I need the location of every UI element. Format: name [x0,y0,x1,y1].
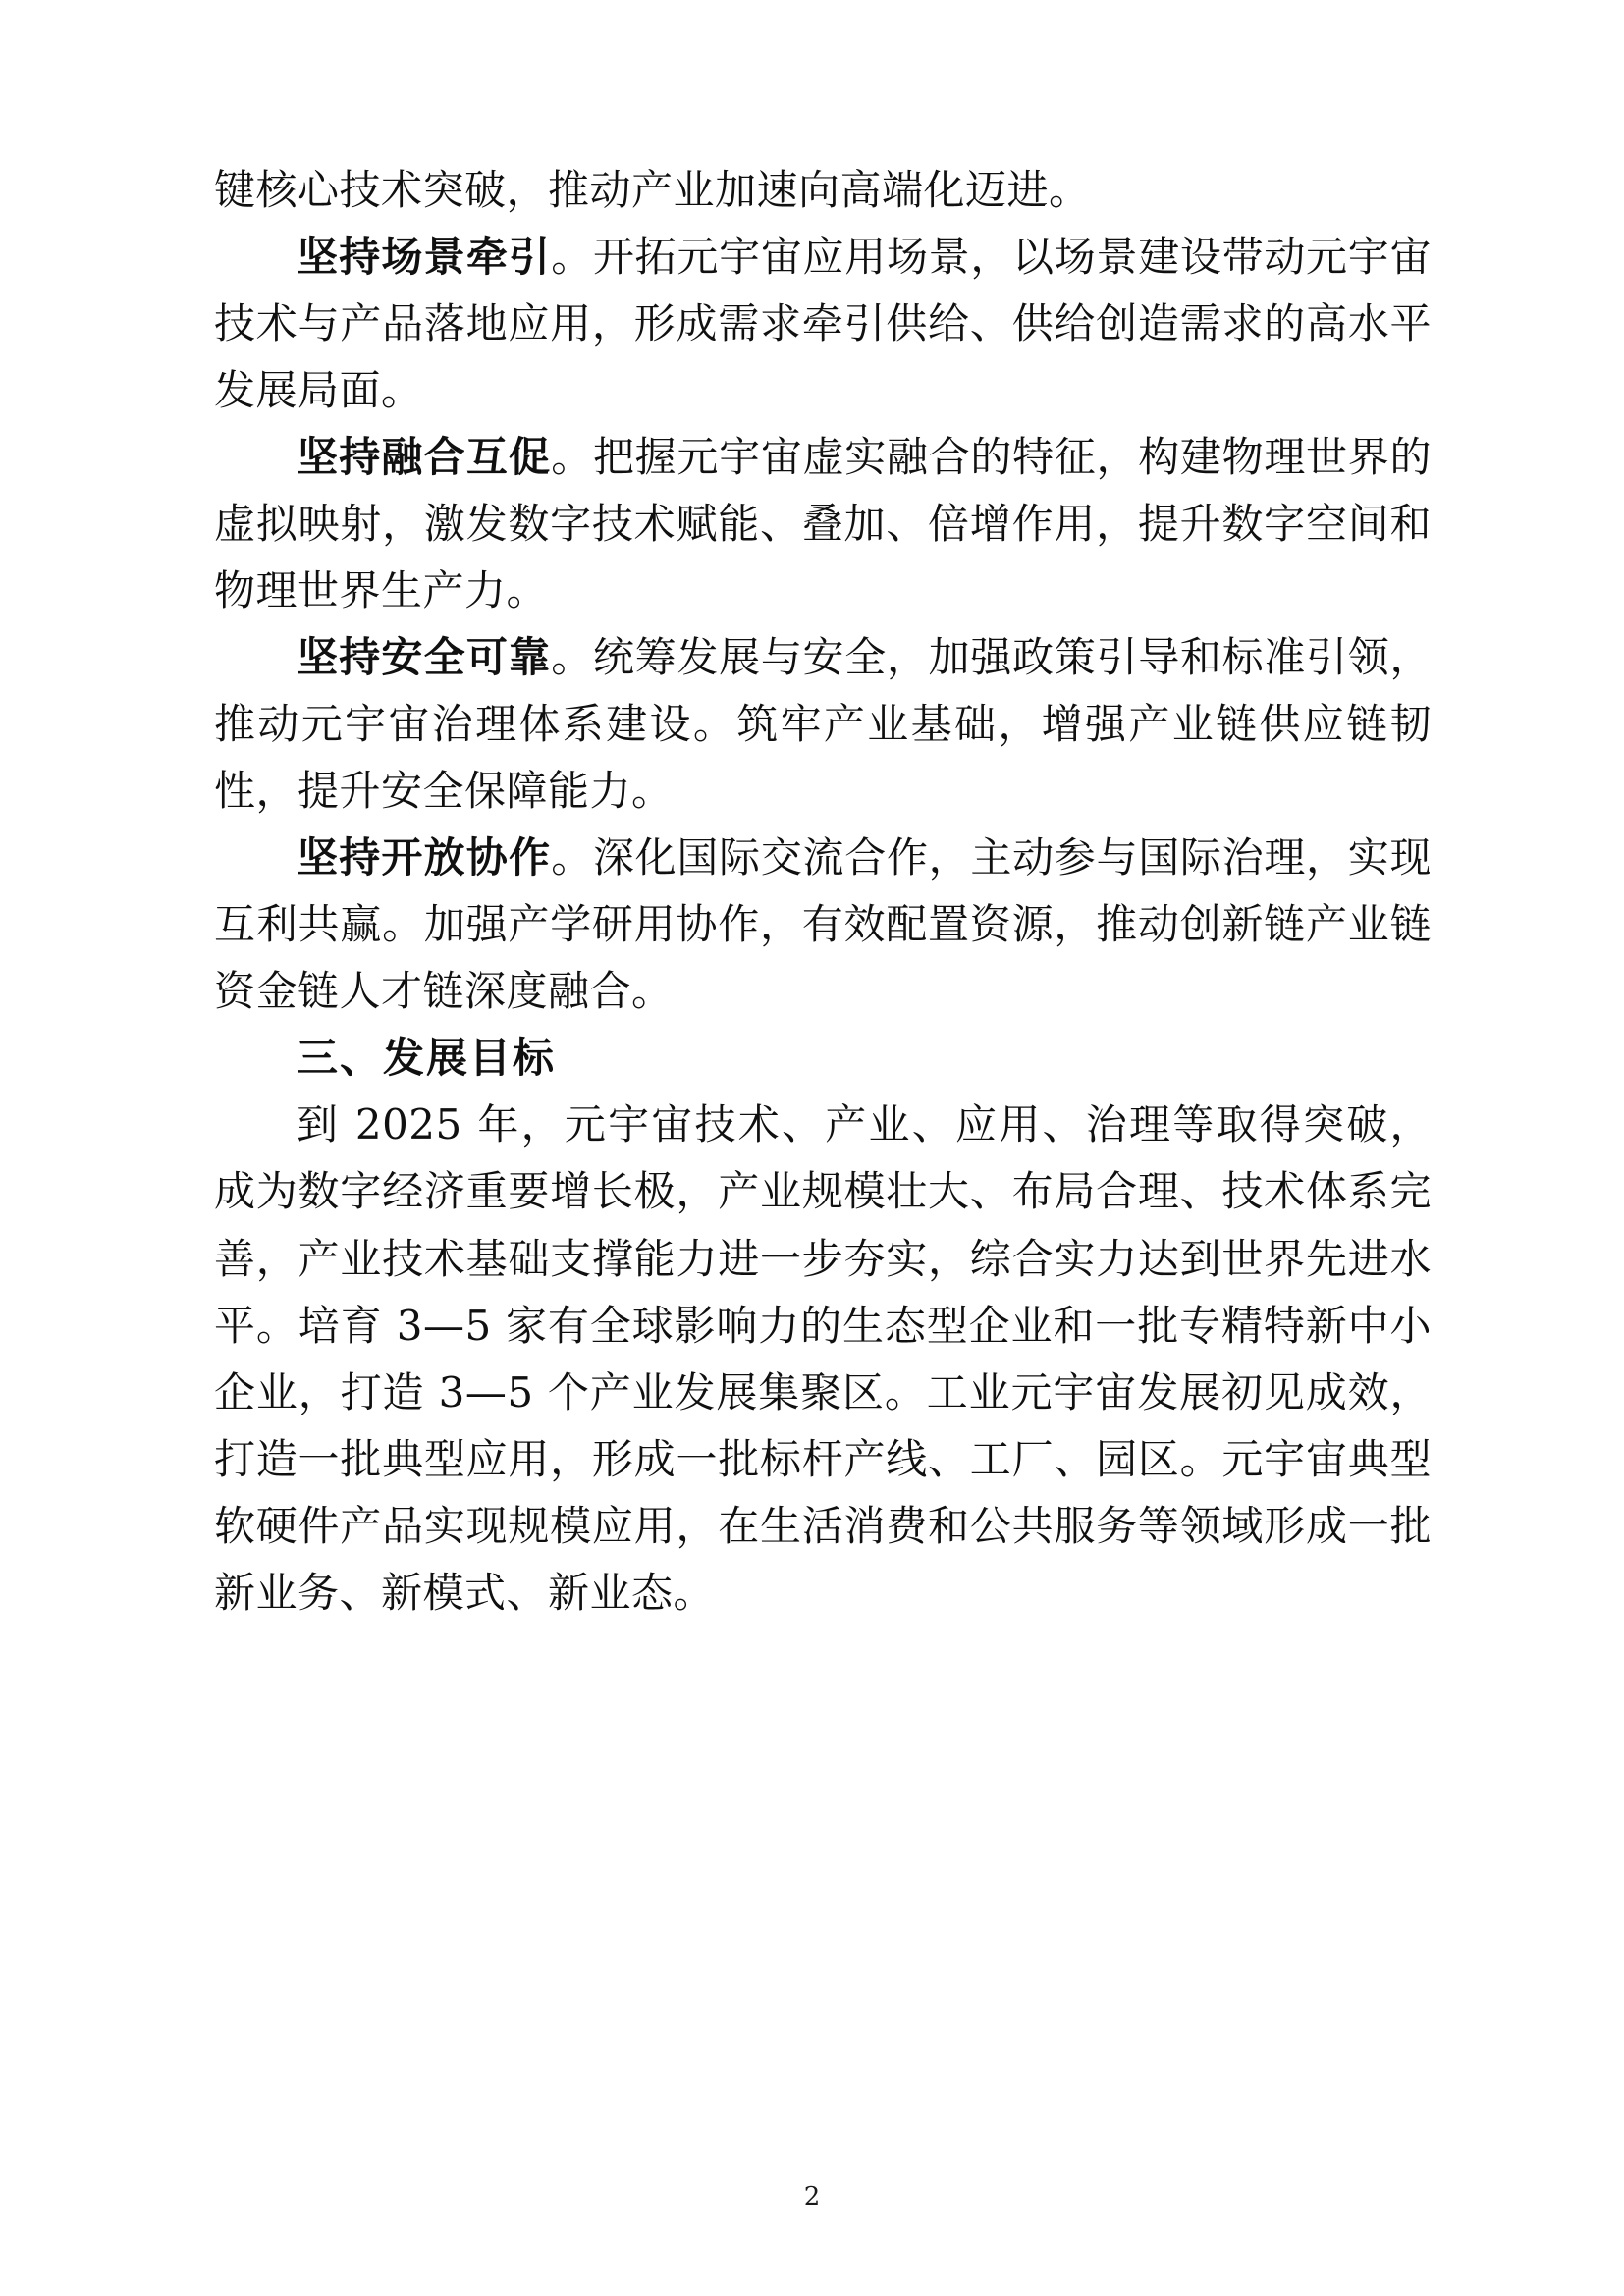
paragraph-scene-driven [214,224,1432,424]
paragraph-lead-openness: 坚持开放协作 [297,833,552,882]
paragraph-continuation: 键核心技术突破，推动产业加速向高端化迈进。 [214,166,1091,214]
paragraph-lead-integration: 坚持融合互促 [297,433,552,482]
paragraph-text-security: 。统筹发展与安全，加强政策引导和标准引领，推动元宇宙治理体系建设。筑牢产业基础，增强产业链供应链韧性，提升安全保障能力。 [214,633,1432,816]
paragraph-security [214,624,1432,825]
section-heading-development-goals: 三、发展目标 [297,1034,557,1083]
paragraph-integration [214,424,1432,624]
page-number: 2 [803,2182,821,2212]
document-body [214,157,1432,1627]
paragraph-lead-security: 坚持安全可靠 [297,633,552,682]
paragraph-text-integration: 。把握元宇宙虚实融合的特征，构建物理世界的虚拟映射，激发数字技术赋能、叠加、倍增作用，提升数字空间和物理世界生产力。 [214,433,1432,615]
paragraph-openness [214,825,1432,1025]
paragraph-development-goals: 到 2025 年，元宇宙技术、产业、应用、治理等取得突破，成为数字经济重要增长极，产业规模壮大、布局合理、技术体系完善，产业技术基础支撑能力进一步夯实，综合实力达到世界先进水平。培育 3—5 家有全球影响力的生态型企业和一批专精特新中小企业，打造 3—5 个产业发展集聚区。工业元宇宙发展初见成效，打造一批典型应用，形成一批标杆产线、工厂、园区。元宇宙典型软硬件产品实现规模应用，在生活消费和公共服务等领域形成一批新业务、新模式、新业态。 [214,1100,1432,1617]
paragraph-text-openness: 。深化国际交流合作，主动参与国际治理，实现互利共赢。加强产学研用协作，有效配置资源，推动创新链产业链资金链人才链深度融合。 [214,833,1432,1016]
paragraph-text-scene-driven: 。开拓元宇宙应用场景，以场景建设带动元宇宙技术与产品落地应用，形成需求牵引供给、供给创造需求的高水平发展局面。 [214,233,1432,415]
paragraph-lead-scene-driven: 坚持场景牵引 [297,233,552,282]
